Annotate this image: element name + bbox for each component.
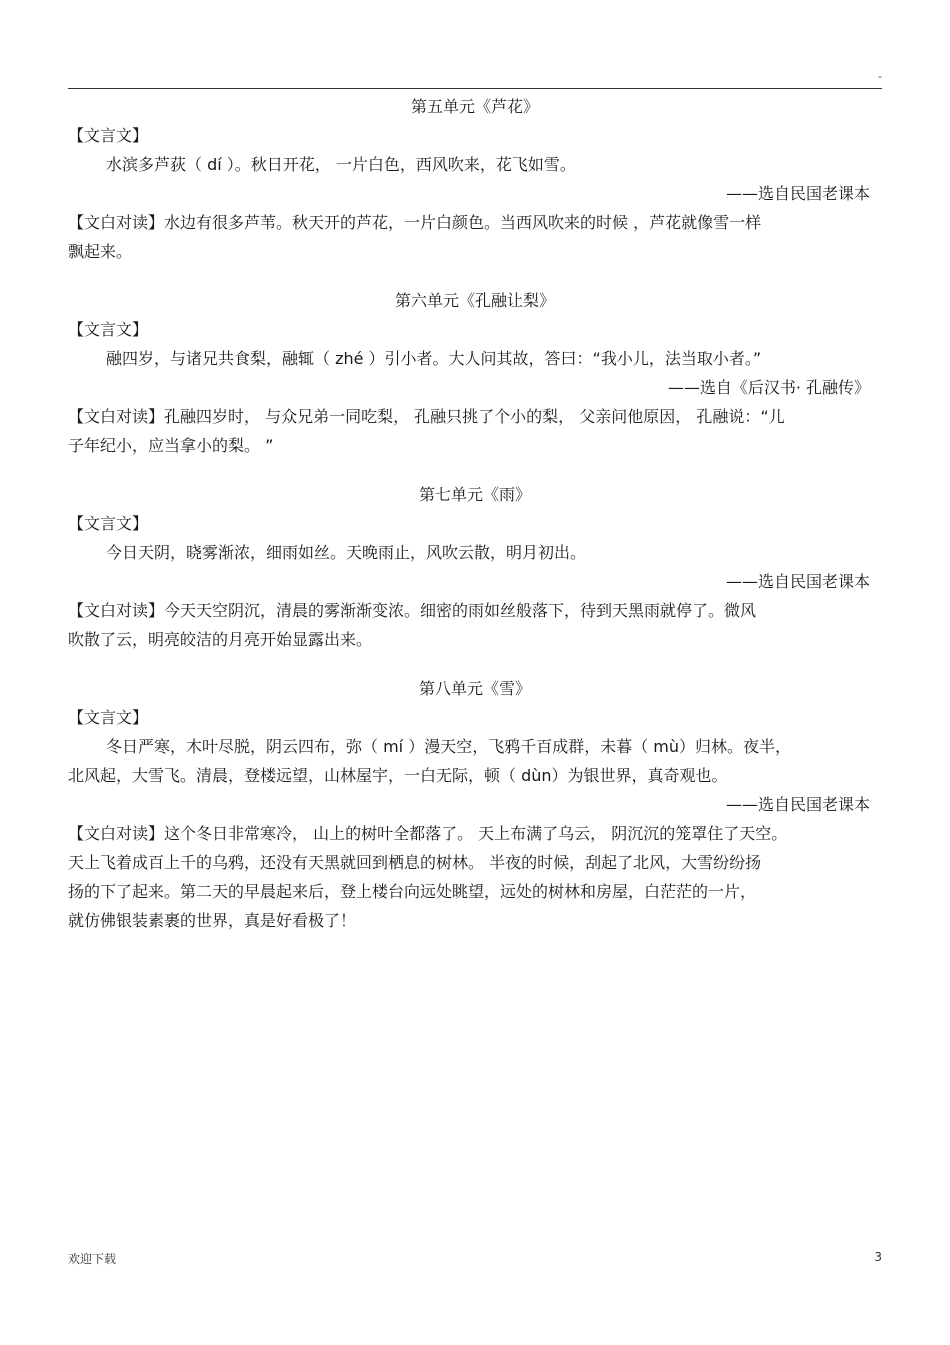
unit-section [68,92,882,266]
unit-title: 第八单元《雪》 [418,679,531,698]
vernacular-text-line: 天上飞着成百上千的乌鸦，还没有天黑就回到栖息的树林。 半夜的时候，刮起了北风，大雪纷纷扬 [68,853,762,872]
vernacular-text-line: 【文白对读】今天天空阴沉，清晨的雾渐渐变浓。细密的雨如丝般落下，待到天黑雨就停了。微风 [68,601,757,620]
footer-text: 欢迎下载 [68,1252,117,1266]
document-content [68,92,882,955]
vernacular-text-line: 【文白对读】这个冬日非常寒冷， 山上的树叶全都落了。 天上布满了乌云， 阴沉沉的笼罩住了天空。 [68,824,788,843]
vernacular-text-line: 飘起来。 [68,242,133,261]
vernacular-text-line: 吹散了云，明亮皎洁的月亮开始显露出来。 [68,630,373,649]
classical-text-line: 融四岁，与诸兄共食梨，融辄（ zhé ）引小者。大人问其故，答曰：“我小儿，法当取小者。” [106,349,762,368]
unit-section [68,286,882,460]
unit-section [68,674,882,935]
page-number: 3 [874,1250,882,1264]
source-citation: ——选自民国老课本 [725,184,870,203]
classical-label: 【文言文】 [68,514,149,533]
classical-text-line: 水滨多芦荻（ dí ）。秋日开花， 一片白色，西风吹来，花飞如雪。 [106,155,576,174]
vernacular-text-line: 【文白对读】水边有很多芦苇。秋天开的芦花，一片白颜色。当西风吹来的时候 ，芦花就像雪一样 [68,213,762,232]
unit-title: 第七单元《雨》 [418,485,531,504]
vernacular-text-line: 子年纪小，应当拿小的梨。 ” [68,436,274,455]
header-rule [68,88,882,89]
classical-text-line: 冬日严寒，木叶尽脱，阴云四布，弥（ mí ）漫天空，飞鸦千百成群，未暮（ mù）归林。夜半， [106,737,792,756]
vernacular-text-line: 就仿佛银装素裹的世界，真是好看极了！ [68,911,357,930]
header-mark: - [878,70,882,83]
source-citation: ——选自《后汉书· 孔融传》 [667,378,870,397]
classical-label: 【文言文】 [68,126,149,145]
source-citation: ——选自民国老课本 [725,795,870,814]
vernacular-text-line: 【文白对读】孔融四岁时， 与众兄弟一同吃梨， 孔融只挑了个小的梨， 父亲问他原因， 孔融说：“儿 [68,407,785,426]
vernacular-text-line: 扬的下了起来。第二天的早晨起来后，登上楼台向远处眺望，远处的树林和房屋，白茫茫的一片， [68,882,757,901]
unit-title: 第五单元《芦花》 [410,97,539,116]
classical-label: 【文言文】 [68,320,149,339]
classical-text-line: 今日天阴，晓雾渐浓，细雨如丝。天晚雨止，风吹云散，明月初出。 [106,543,587,562]
unit-title: 第六单元《孔融让梨》 [394,291,555,310]
classical-label: 【文言文】 [68,708,149,727]
source-citation: ——选自民国老课本 [725,572,870,591]
classical-text-line: 北风起，大雪飞。清晨，登楼远望，山林屋宇，一白无际，顿（ dùn）为银世界，真奇观也。 [68,766,728,785]
unit-section [68,480,882,654]
